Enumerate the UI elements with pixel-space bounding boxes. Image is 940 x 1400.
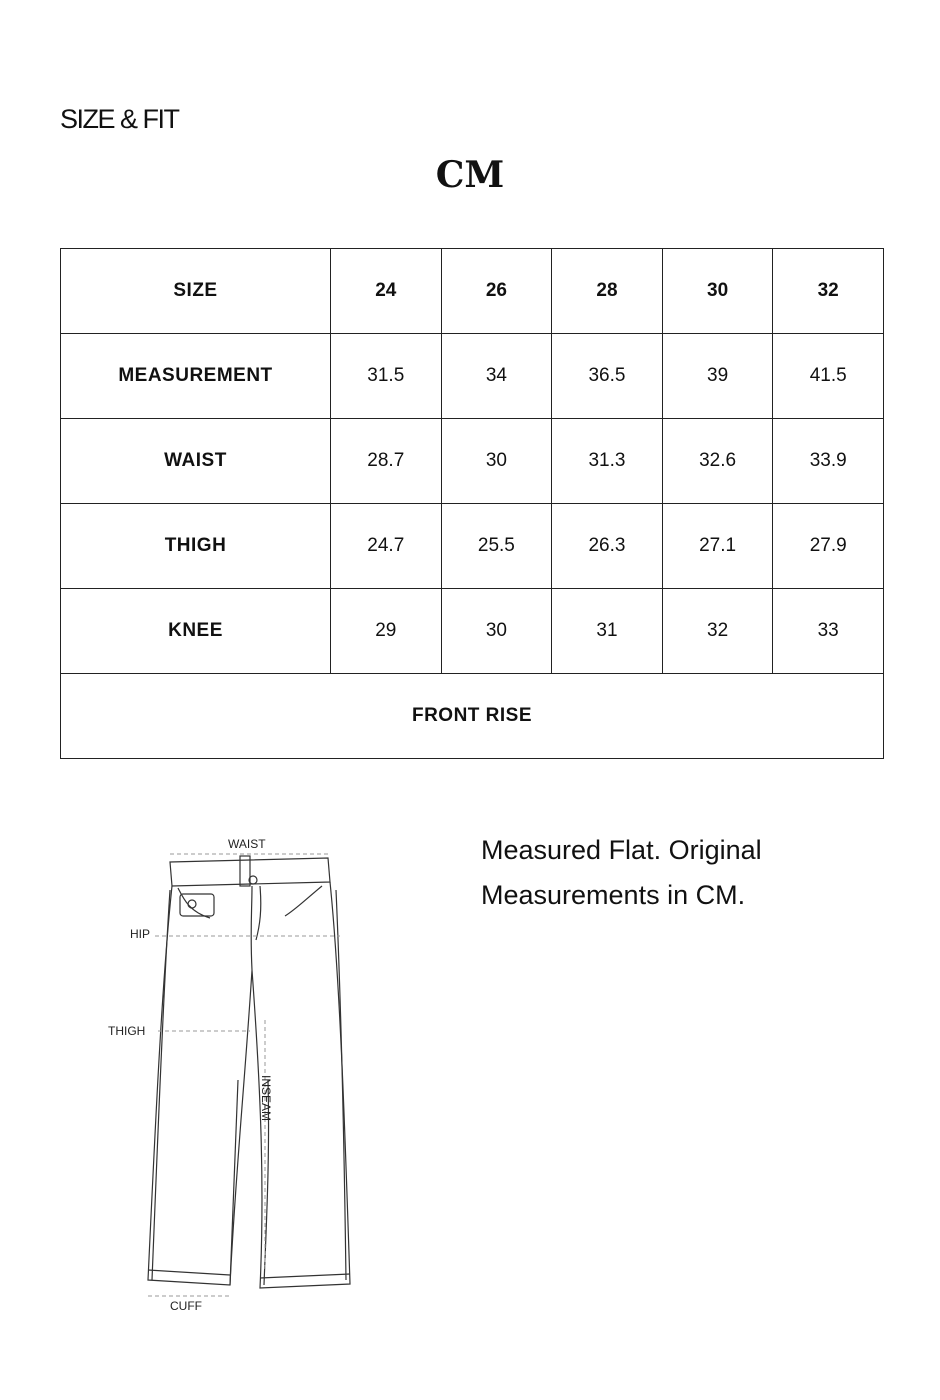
table-cell: 30 <box>441 589 552 674</box>
table-cell: 24.7 <box>331 504 442 589</box>
table-cell: 26.3 <box>552 504 663 589</box>
column-header: 28 <box>552 249 663 334</box>
table-cell: 32.6 <box>662 419 773 504</box>
table-cell: 34 <box>441 334 552 419</box>
table-cell: 28.7 <box>331 419 442 504</box>
table-cell: 31 <box>552 589 663 674</box>
jeans-diagram <box>100 830 380 1330</box>
note-line: Measurements in CM. <box>481 880 746 910</box>
row-label: KNEE <box>61 589 331 674</box>
table-cell: 33.9 <box>773 419 884 504</box>
table-cell: 33 <box>773 589 884 674</box>
table-cell: 31.5 <box>331 334 442 419</box>
table-cell: 25.5 <box>441 504 552 589</box>
unit-heading: CM <box>435 154 505 196</box>
table-cell: 30 <box>441 419 552 504</box>
table-footer-row <box>61 674 884 759</box>
column-header: 26 <box>441 249 552 334</box>
table-cell: 31.3 <box>552 419 663 504</box>
pocket <box>178 888 210 918</box>
table-cell: 27.1 <box>662 504 773 589</box>
inseam-label: INSEAM <box>259 1075 273 1122</box>
page-title: SIZE & FIT <box>60 104 179 134</box>
row-label: THIGH <box>61 504 331 589</box>
table-row <box>61 334 884 419</box>
table-header-row <box>61 249 884 334</box>
front-rise-label: FRONT RISE <box>61 674 884 759</box>
table-cell: 32 <box>662 589 773 674</box>
table-row <box>61 504 884 589</box>
measurement-note <box>481 828 881 918</box>
row-label: WAIST <box>61 419 331 504</box>
hip-label: HIP <box>130 927 151 941</box>
size-table <box>60 248 884 759</box>
table-cell: 41.5 <box>773 334 884 419</box>
table-row <box>61 419 884 504</box>
table-cell: 27.9 <box>773 504 884 589</box>
column-header: SIZE <box>61 249 331 334</box>
column-header: 30 <box>662 249 773 334</box>
column-header: 32 <box>773 249 884 334</box>
table-cell: 39 <box>662 334 773 419</box>
pants-outline <box>148 882 350 1288</box>
table-cell: 29 <box>331 589 442 674</box>
waist-label: WAIST <box>228 837 266 851</box>
column-header: 24 <box>331 249 442 334</box>
note-line: Measured Flat. Original <box>481 835 762 865</box>
row-label: MEASUREMENT <box>61 334 331 419</box>
thigh-label: THIGH <box>108 1024 146 1038</box>
cuff-label: CUFF <box>170 1299 202 1313</box>
pocket <box>285 886 322 916</box>
table-row <box>61 589 884 674</box>
table-cell: 36.5 <box>552 334 663 419</box>
